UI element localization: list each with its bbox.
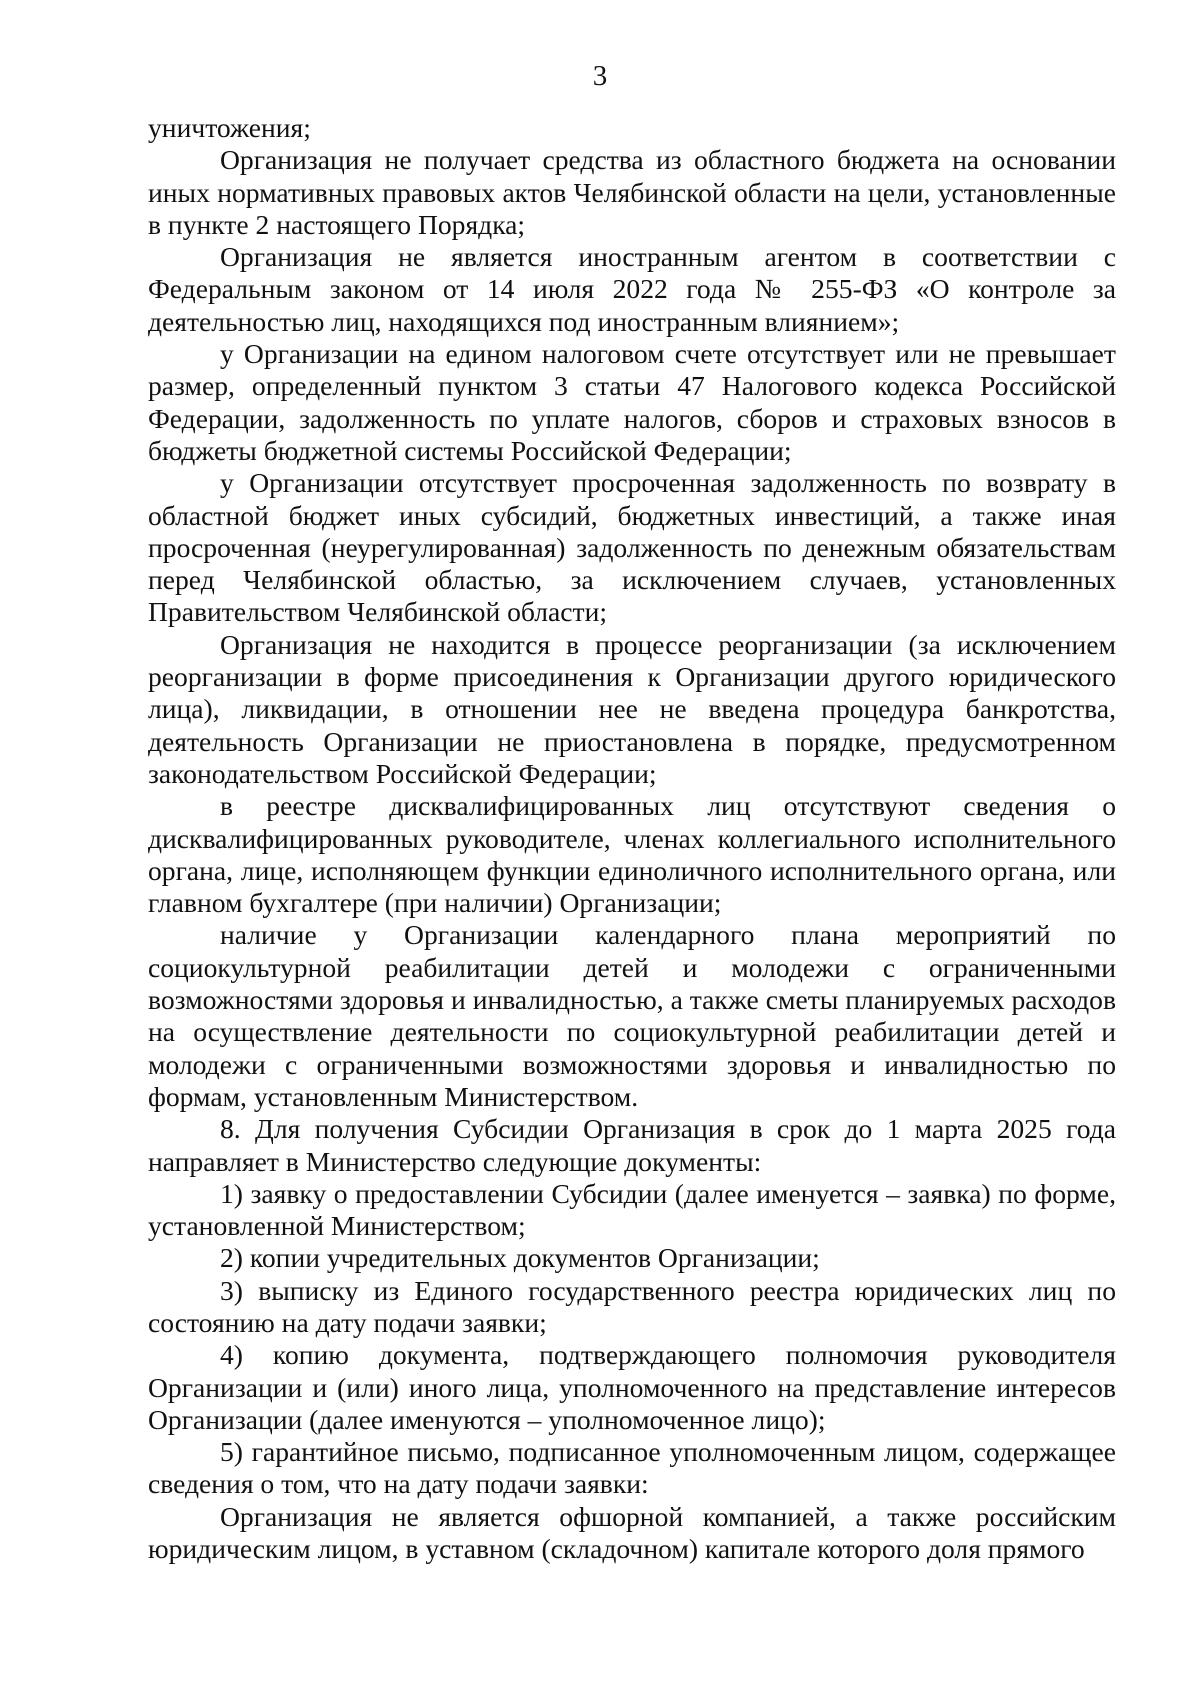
paragraph-calendar-plan: наличие у Организации календарного плана мероприятий по социокультурной реабилитации детей и молодежи с ограниченными возможностями здоровья и инвалидностью, а также сметы планируемых расходов на осуществление деятельности по социокультурной реабилитации детей и молодежи с ограниченными возможностями здоровья и инвалидностью по формам, установленным Министерством. [148,919,1116,1112]
paragraph-tax-debt: у Организации на едином налоговом счете отсутствует или не превышает размер, определенный пунктом 3 статьи 47 Налогового кодекса Российской Федерации, задолженность по уплате налогов, сборов и страховых взносов в бюджеты бюджетной системы Российской Федерации; [148,338,1116,466]
paragraph-destruction-end: уничтожения; [148,112,311,143]
paragraph-disqualified-persons: в реестре дисквалифицированных лиц отсутствуют сведения о дисквалифицированных руководителе, членах коллегиального исполнительного органа, лице, исполняющем функции единоличного исполнительного органа, или главном бухгалтере (при наличии) Организации; [148,790,1116,919]
list-item-guarantee-letter: 5) гарантийное письмо, подписанное уполномоченным лицом, содержащее сведения о том, что на дату подачи заявки: [148,1436,1116,1500]
paragraph-not-foreign-agent: Организация не является иностранным агентом в соответствии с Федеральным законом от 14 июля 2022 года № 255-ФЗ «О контроле за деятельностью лиц, находящихся под иностранным влиянием»; [148,241,1116,337]
paragraph-offshore: Организация не является офшорной компанией, а также российским юридическим лицом, в уставном (складочном) капитале которого доля прямого [148,1500,1116,1565]
paragraph-reorganization: Организация не находится в процессе реорганизации (за исключением реорганизации в форме присоединения к Организации другого юридического лица), ликвидации, в отношении нее не введена процедура банкротства, деятельность Организации не приостановлена в порядке, предусмотренном законодательством Российской Федерации; [148,628,1116,789]
paragraph-item-8: 8. Для получения Субсидии Организация в срок до 1 марта 2025 года направляет в Министерство следующие документы: [148,1113,1116,1177]
list-item-authority-document: 4) копию документа, подтверждающего полномочия руководителя Организации и (или) иного лица, уполномоченного на представление интересов Организации (далее именуются – уполномоченное лицо); [148,1339,1116,1435]
page-number: 3 [592,60,608,92]
list-item-application: 1) заявку о предоставлении Субсидии (далее именуется – заявка) по форме, установленной Министерством; [148,1177,1116,1242]
paragraph-no-other-budget-funds: Организация не получает средства из областного бюджета на основании иных нормативных правовых актов Челябинской области на цели, установленные в пункте 2 настоящего Порядка; [148,144,1116,240]
list-item-registry-extract: 3) выписку из Единого государственного реестра юридических лиц по состоянию на дату подачи заявки; [148,1274,1116,1338]
paragraph-overdue-debt: у Организации отсутствует просроченная задолженность по возврату в областной бюджет иных субсидий, бюджетных инвестиций, а также иная просроченная (неурегулированная) задолженность по денежным обязательствам перед Челябинской областью, за исключением случаев, установленных Правительством Челябинской области; [148,467,1116,628]
list-item-founding-documents: 2) копии учредительных документов Организации; [220,1242,820,1274]
document-body [148,112,1116,1565]
